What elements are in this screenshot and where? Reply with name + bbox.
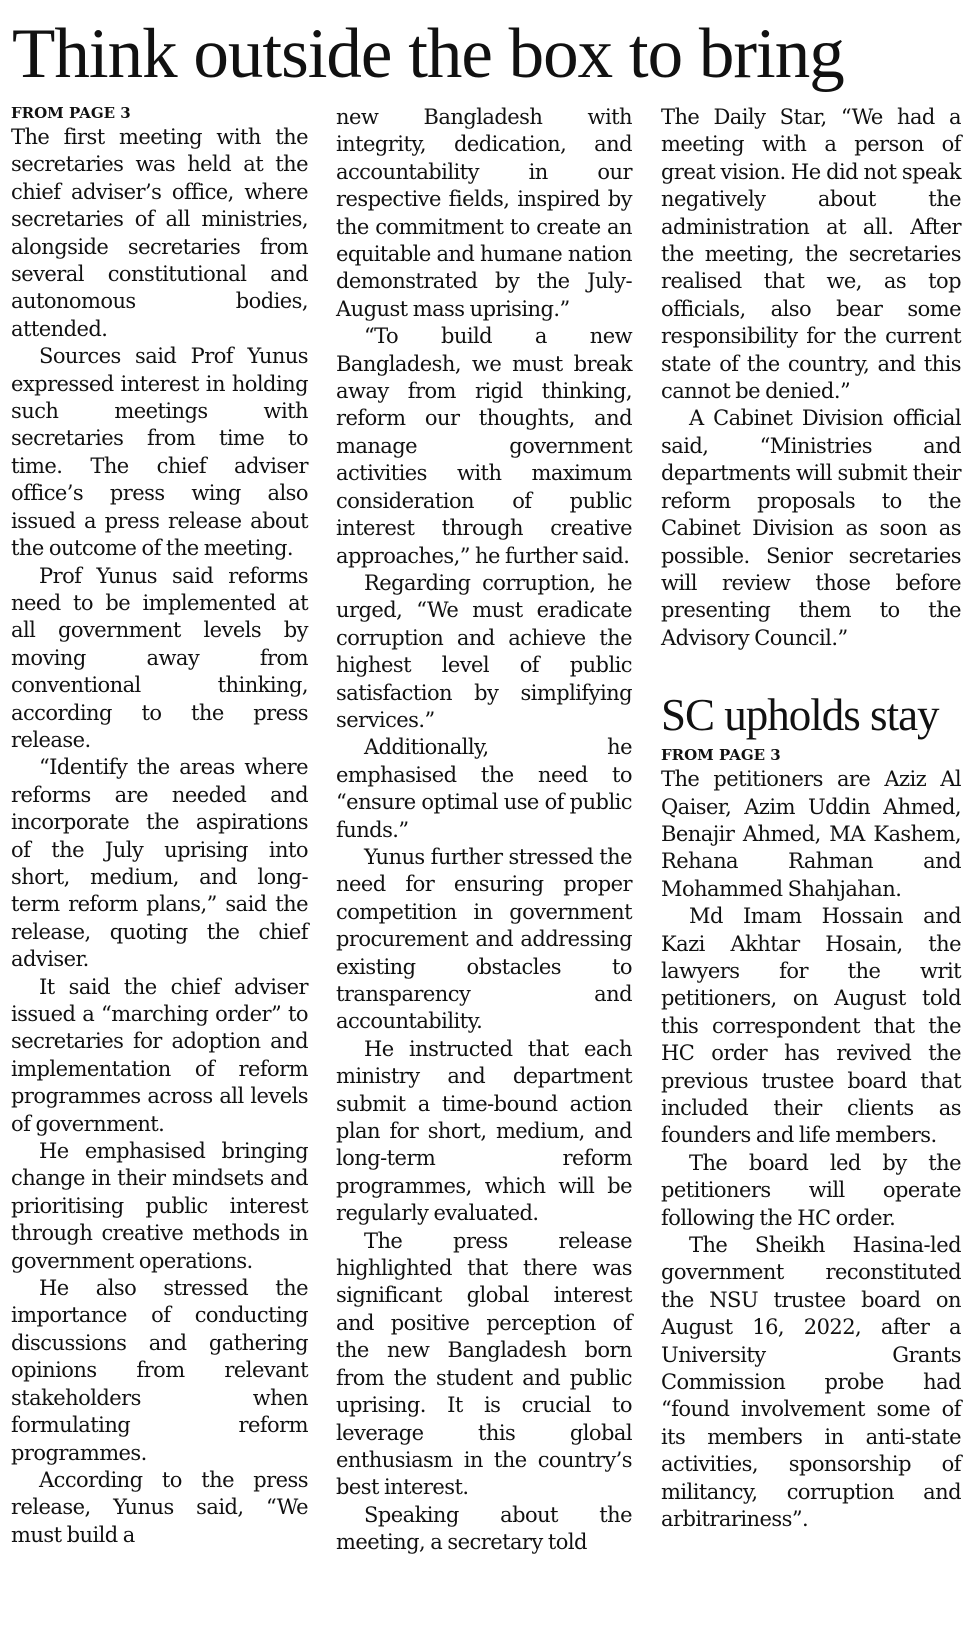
story-column-1 — [11, 104, 308, 1549]
paragraph: It said the chief adviser issued a “marching order” to secretaries for adoption and implementation of reform programmes across all levels of government. — [11, 974, 308, 1136]
paragraph: “Identify the areas where reforms are needed and incorporate the aspirations of the July uprising into short, medium, and long-term reform plans,” said the release, quoting the chief adviser. — [11, 755, 308, 972]
paragraph: “To build a new Bangladesh, we must break away from rigid thinking, reform our thoughts, and manage government activities with maximum consideration of public interest through creative approaches,” he further said. — [336, 324, 632, 568]
main-headline: Think outside the box to bring — [12, 15, 844, 93]
paragraph: Regarding corruption, he urged, “We must eradicate corruption and achieve the highest level of public satisfaction by simplifying services.” — [336, 570, 632, 732]
paragraph: Additionally, he emphasised the need to “ensure optimal use of public funds.” — [336, 735, 632, 842]
paragraph: He emphasised bringing change in their mindsets and prioritising public interest through creative methods in government operations. — [11, 1139, 308, 1273]
story-column-2 — [336, 104, 632, 1557]
paragraph: He also stressed the importance of conducting discussions and gathering opinions from relevant stakeholders when formulating reform programmes. — [11, 1276, 308, 1465]
second-story-headline: SC upholds stay — [661, 690, 939, 741]
from-page-kicker: FROM PAGE 3 — [661, 746, 781, 765]
paragraph: The board led by the petitioners will operate following the HC order. — [661, 1150, 961, 1230]
paragraph: According to the press release, Yunus said, “We must build a — [11, 1467, 308, 1547]
paragraph: The first meeting with the secretaries was held at the chief adviser’s office, where secretaries of all ministries, alongside secretaries from several constitutional and autonomous bodies, attended. — [11, 125, 308, 341]
paragraph: The press release highlighted that there was significant global interest and positive perception of the new Bangladesh born from the student and public uprising. It is crucial to leverage this global enthusiasm in the country’s best interest. — [336, 1228, 632, 1500]
paragraph: The petitioners are Aziz Al Qaiser, Azim Uddin Ahmed, Benajir Ahmed, MA Kashem, Rehana Rahman and Mohammed Shahjahan. — [661, 767, 961, 901]
paragraph: He instructed that each ministry and department submit a time-bound action plan for short, medium, and long-term reform programmes, which will be regularly evaluated. — [336, 1036, 632, 1226]
paragraph: The Sheikh Hasina-led government reconstituted the NSU trustee board on August 16, 2022, after a University Grants Commission probe had “found involvement some of its members in anti-state activities, sponsorship of militancy, corruption and arbitrariness”. — [661, 1233, 961, 1532]
from-page-kicker: FROM PAGE 3 — [11, 104, 131, 122]
paragraph: A Cabinet Division official said, “Ministries and departments will submit their reform proposals to the Cabinet Division as soon as possible. Senior secretaries will review those before presenting them to the Advisory Council.” — [661, 406, 961, 650]
paragraph: Md Imam Hossain and Kazi Akhtar Hosain, the lawyers for the writ petitioners, on August told this correspondent that the HC order has revived the previous trustee board that included their clients as founders and life members. — [661, 904, 961, 1148]
paragraph: Sources said Prof Yunus expressed interest in holding such meetings with secretaries from time to time. The chief adviser office’s press wing also issued a press release about the outcome of the meeting. — [11, 344, 308, 561]
paragraph: Prof Yunus said reforms need to be implemented at all government levels by moving away from conventional thinking, according to the press release. — [11, 563, 308, 752]
paragraph: Yunus further stressed the need for ensuring proper competition in government procurement and addressing existing obstacles to transparency and accountability. — [336, 844, 632, 1034]
paragraph-continuation: The Daily Star, “We had a meeting with a person of great vision. He did not speak negatively about the administration at all. After the meeting, the secretaries realised that we, as top officials, also bear some responsibility for the current state of the country, and this cannot be denied.” — [661, 105, 961, 404]
paragraph-continuation: new Bangladesh with integrity, dedication, and accountability in our respective fields, inspired by the commitment to create an equitable and humane nation demonstrated by the July-August mass uprising.” — [336, 105, 632, 321]
story-column-3 — [661, 104, 961, 1534]
paragraph: Speaking about the meeting, a secretary told — [336, 1502, 632, 1555]
